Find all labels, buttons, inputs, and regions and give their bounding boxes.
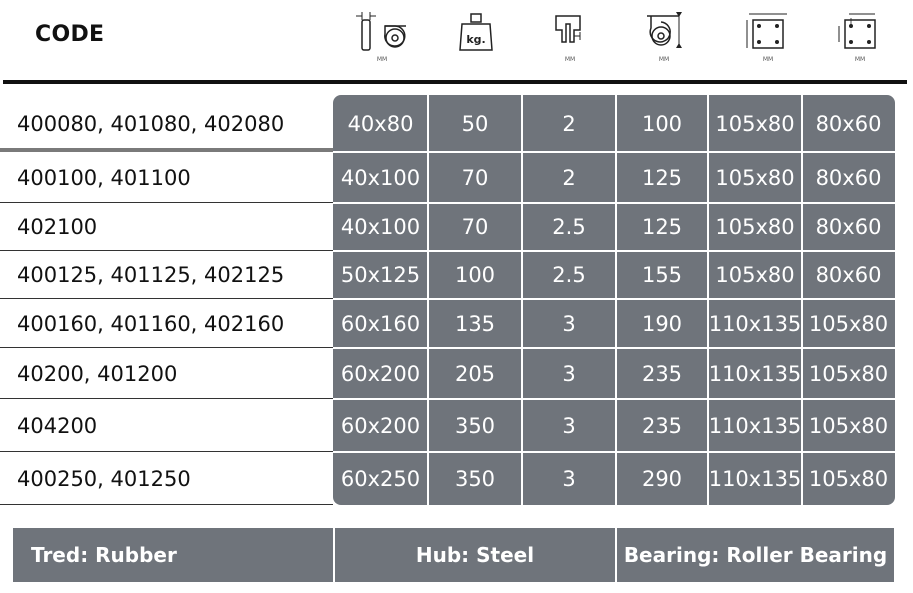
spec-value-cell: 290: [641, 466, 683, 491]
materials-footer: [13, 528, 894, 582]
spec-value-cell: 105x80: [715, 111, 795, 136]
spec-value-cell: 105x80: [808, 466, 889, 491]
spec-value-cell: 205: [454, 361, 496, 386]
product-code: 400160, 401160, 402160: [17, 311, 285, 336]
spec-value-cell: 125: [641, 165, 683, 190]
spec-value-cell: 2.5: [552, 215, 586, 239]
product-code: 400250, 401250: [17, 466, 191, 491]
spec-value-cell: 190: [641, 311, 683, 336]
spec-value-cell: 2: [562, 111, 576, 136]
grid-row-divider: [333, 151, 895, 153]
weight-kg-icon: [456, 8, 496, 54]
spec-value-cell: 60x250: [340, 466, 421, 491]
wheel-width-icon: [352, 8, 412, 54]
product-code: 402100: [17, 215, 98, 239]
spec-value-cell: 110x135: [708, 413, 802, 438]
plate-size-column-header: [721, 8, 815, 68]
grid-column-divider: [427, 95, 429, 505]
spec-value-cell: 2: [562, 165, 576, 190]
weight-column-header: [429, 8, 523, 68]
spec-value-cell: 80x60: [815, 111, 882, 136]
spec-value-cell: 350: [454, 466, 496, 491]
spec-value-cell: 125: [641, 215, 683, 239]
spec-values-grid: [333, 95, 895, 505]
unit-label: MM: [658, 56, 670, 63]
spec-value-cell: 60x160: [340, 311, 421, 336]
spec-value-cell: 70: [461, 165, 489, 190]
spec-value-cell: 80x60: [815, 165, 882, 190]
code-column-title: CODE: [35, 22, 105, 47]
bolt-hole-spacing-column-header: [813, 8, 907, 68]
product-code: 404200: [17, 413, 98, 438]
spec-value-cell: 235: [641, 413, 683, 438]
unit-label: MM: [376, 56, 388, 63]
unit-label: MM: [762, 56, 774, 63]
grid-column-divider: [707, 95, 709, 505]
grid-column-divider: [521, 95, 523, 505]
product-code: 40200, 401200: [17, 361, 178, 386]
spec-value-cell: 40x100: [340, 215, 421, 239]
unit-label: MM: [564, 56, 576, 63]
grid-row-divider: [333, 451, 895, 453]
spec-value-cell: 60x200: [340, 413, 421, 438]
plate-size-icon: [743, 8, 793, 54]
row-divider: [0, 504, 333, 505]
spec-value-cell: 110x135: [708, 311, 802, 336]
spec-value-cell: 105x80: [715, 263, 795, 287]
spec-value-cell: 80x60: [815, 215, 882, 239]
spec-value-cell: 2.5: [552, 263, 586, 287]
grid-row-divider: [333, 202, 895, 204]
spec-value-cell: 110x135: [708, 466, 802, 491]
spec-value-cell: 105x80: [808, 413, 889, 438]
wheel-width-column-header: [335, 8, 429, 68]
spec-value-cell: 235: [641, 361, 683, 386]
fork-offset-icon: [550, 8, 590, 54]
header-divider: [3, 80, 907, 84]
tred-material: Tred: Rubber: [31, 543, 177, 567]
spec-value-cell: 50x125: [340, 263, 421, 287]
spec-value-cell: 105x80: [808, 311, 889, 336]
grid-row-divider: [333, 398, 895, 400]
spec-value-cell: 3: [562, 361, 576, 386]
spec-value-cell: 100: [454, 263, 496, 287]
grid-row-divider: [333, 250, 895, 252]
spec-value-cell: 105x80: [715, 165, 795, 190]
wheel-height-icon: [639, 8, 689, 54]
product-code: 400100, 401100: [17, 165, 191, 190]
unit-label: MM: [854, 56, 866, 63]
spec-value-cell: 40x80: [347, 111, 414, 136]
spec-value-cell: 80x60: [815, 263, 882, 287]
grid-column-divider: [801, 95, 803, 505]
grid-row-divider: [333, 347, 895, 349]
wheel-height-column-header: [617, 8, 711, 68]
spec-value-cell: 3: [562, 413, 576, 438]
spec-value-cell: 155: [641, 263, 683, 287]
bearing-type: Bearing: Roller Bearing: [623, 543, 888, 567]
fork-offset-column-header: [523, 8, 617, 68]
spec-value-cell: 40x100: [340, 165, 421, 190]
spec-value-cell: 70: [461, 215, 489, 239]
spec-value-cell: 135: [454, 311, 496, 336]
spec-value-cell: 350: [454, 413, 496, 438]
spec-value-cell: 110x135: [708, 361, 802, 386]
spec-value-cell: 100: [641, 111, 683, 136]
grid-row-divider: [333, 298, 895, 300]
product-code: 400125, 401125, 402125: [17, 263, 285, 287]
spec-value-cell: 3: [562, 466, 576, 491]
spec-value-cell: 50: [461, 111, 489, 136]
spec-value-cell: 105x80: [715, 215, 795, 239]
spec-value-cell: 60x200: [340, 361, 421, 386]
grid-column-divider: [615, 95, 617, 505]
hub-material: Hub: Steel: [415, 543, 535, 567]
product-code: 400080, 401080, 402080: [17, 111, 285, 136]
weight-kg-label: kg.: [466, 33, 486, 46]
spec-value-cell: 105x80: [808, 361, 889, 386]
spec-value-cell: 3: [562, 311, 576, 336]
bolt-hole-spacing-icon: [835, 8, 885, 54]
